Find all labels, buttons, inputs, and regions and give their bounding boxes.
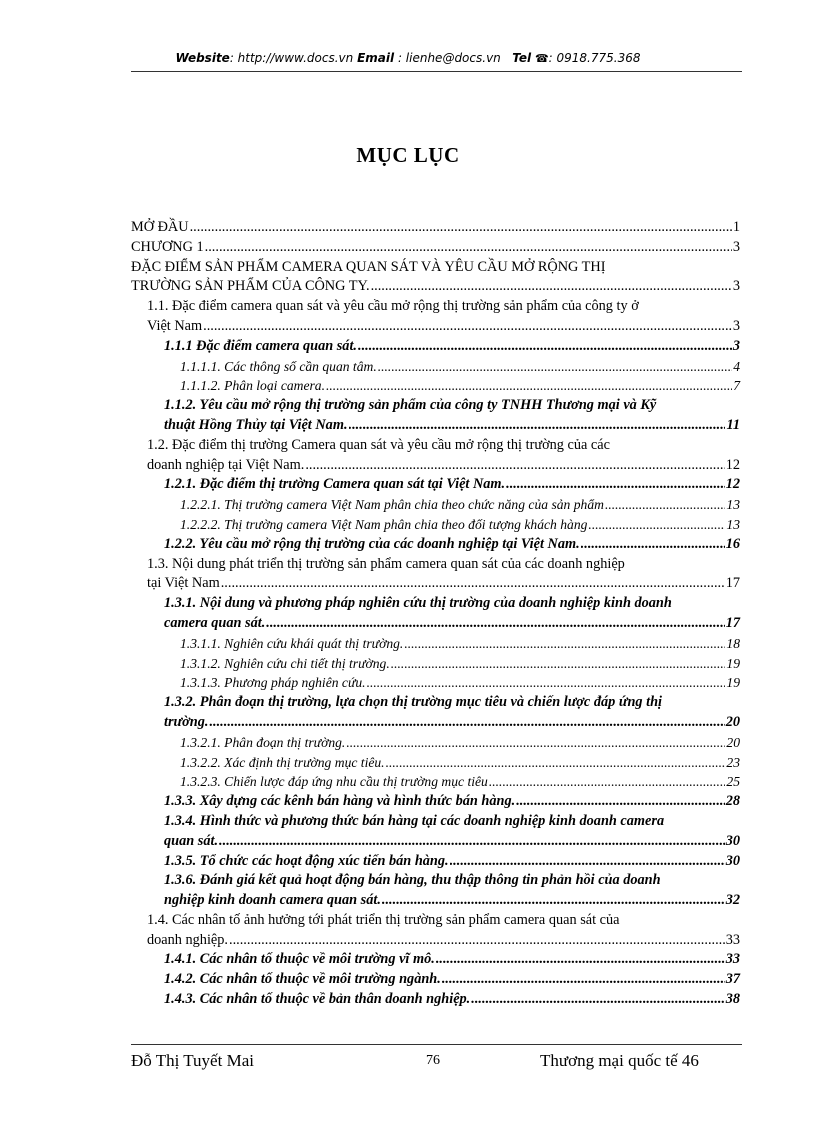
phone-icon: ☎: [534, 52, 549, 65]
toc-leader-dots: [489, 772, 726, 792]
toc-leader-dots: [471, 990, 724, 1010]
toc-entry-text: nghiệp kinh doanh camera quan sát.: [164, 892, 381, 909]
toc-entry[interactable]: [131, 337, 740, 357]
footer-class-name: Thương mại quốc tế 46: [540, 1051, 699, 1070]
toc-entry[interactable]: [131, 515, 740, 535]
toc-entry-text: 1.1.1 Đặc điểm camera quan sát.: [164, 337, 358, 354]
toc-entry-text-line1: 1.3.1. Nội dung và phương pháp nghiên cứu thị trường của doanh nghiệp kinh doanh: [164, 595, 672, 612]
toc-entry[interactable]: [131, 555, 740, 595]
toc-page-number: 17: [725, 614, 740, 631]
toc-page-number: 3: [732, 337, 740, 354]
toc-entry[interactable]: [131, 238, 740, 258]
toc-page-number: 20: [726, 734, 740, 750]
toc-entry-text: Việt Nam: [147, 317, 203, 334]
toc-page-number: 11: [726, 416, 740, 433]
website-url[interactable]: : http://www.docs.vn: [229, 51, 354, 65]
toc-entry-text: 1.1.1.1. Các thông số cần quan tâm.: [180, 358, 377, 374]
toc-entry-text: 1.3.1.3. Phương pháp nghiên cứu.: [180, 675, 366, 691]
toc-page-number: 13: [726, 497, 740, 513]
toc-entry[interactable]: [131, 654, 740, 674]
toc-entry[interactable]: [131, 673, 740, 693]
toc-leader-dots: [391, 654, 726, 674]
toc-page-number: 16: [725, 535, 740, 552]
tel-label: Tel: [512, 51, 532, 65]
toc-entry[interactable]: [131, 495, 740, 515]
toc-leader-dots: [346, 733, 725, 753]
toc-leader-dots: [358, 337, 732, 357]
toc-entry[interactable]: [131, 990, 740, 1010]
toc-entry[interactable]: [131, 357, 740, 377]
toc-entry-text-line1: ĐẶC ĐIỂM SẢN PHẨM CAMERA QUAN SÁT VÀ YÊU CẦU MỞ RỘNG THỊ: [131, 258, 606, 275]
toc-page-number: 30: [725, 852, 740, 869]
toc-entry[interactable]: [131, 535, 740, 555]
toc-page-number: 20: [725, 713, 740, 730]
toc-leader-dots: [371, 277, 732, 297]
toc-entry[interactable]: [131, 852, 740, 872]
footer-page-number: 76: [426, 1053, 440, 1068]
toc-entry-text: thuật Hồng Thủy tại Việt Nam.: [164, 416, 348, 433]
toc-entry-text-line1: 1.3.6. Đánh giá kết quả hoạt động bán hàng, thu thập thông tin phản hồi của doanh: [164, 872, 661, 889]
toc-entry[interactable]: [131, 812, 740, 852]
toc-entry-text-line1: 1.2. Đặc điểm thị trường Camera quan sát và yêu cầu mở rộng thị trường của các: [147, 436, 610, 453]
toc-entry-text: CHƯƠNG 1: [131, 238, 204, 255]
toc-entry[interactable]: [131, 436, 740, 476]
toc-entry-text-line1: 1.3.4. Hình thức và phương thức bán hàng tại các doanh nghiệp kinh doanh camera: [164, 812, 665, 829]
toc-leader-dots: [506, 475, 725, 495]
page-header: [0, 51, 816, 65]
footer-author: Đỗ Thị Tuyết Mai: [131, 1051, 254, 1070]
toc-leader-dots: [382, 891, 725, 911]
toc-entry-text: MỞ ĐẦU: [131, 219, 189, 235]
toc-entry-text: 1.2.2.2. Thị trường camera Việt Nam phân chia theo đối tượng khách hàng: [180, 516, 588, 532]
toc-leader-dots: [450, 852, 725, 872]
table-of-contents: [131, 218, 740, 1010]
toc-leader-dots: [349, 416, 726, 436]
toc-entry[interactable]: [131, 396, 740, 436]
toc-leader-dots: [404, 634, 725, 654]
toc-entry[interactable]: [131, 950, 740, 970]
website-label: Website: [175, 51, 230, 65]
toc-entry-text: 1.4.3. Các nhân tố thuộc về bản thân doanh nghiệp.: [164, 991, 471, 1008]
toc-page-number: 33: [725, 951, 740, 968]
toc-entry-text: 1.2.1. Đặc điểm thị trường Camera quan sát tại Việt Nam.: [164, 476, 506, 493]
header-divider: [131, 71, 742, 72]
toc-entry-text: 1.1.1.2. Phân loại camera.: [180, 378, 325, 394]
toc-leader-dots: [326, 376, 732, 396]
toc-entry[interactable]: [131, 376, 740, 396]
toc-page-number: 12: [725, 476, 740, 493]
toc-leader-dots: [581, 535, 725, 555]
toc-page-number: 4: [733, 358, 740, 374]
toc-page-number: 3: [732, 278, 740, 295]
toc-entry-text: doanh nghiệp.: [147, 931, 228, 948]
toc-leader-dots: [516, 792, 725, 812]
toc-page-number: 7: [733, 378, 740, 394]
toc-page-number: 18: [726, 635, 740, 651]
toc-entry-text: 1.3.2.1. Phân đoạn thị trường.: [180, 734, 346, 750]
toc-leader-dots: [203, 317, 732, 337]
toc-leader-dots: [378, 357, 732, 377]
toc-entry[interactable]: [131, 772, 740, 792]
toc-entry[interactable]: [131, 871, 740, 911]
toc-entry-text-line1: 1.1. Đặc điểm camera quan sát và yêu cầu mở rộng thị trường sản phẩm của công ty ở: [147, 298, 639, 315]
toc-page-number: 28: [725, 793, 740, 810]
toc-entry[interactable]: [131, 911, 740, 951]
toc-leader-dots: [205, 238, 732, 258]
toc-leader-dots: [367, 673, 726, 693]
toc-entry-text: camera quan sát.: [164, 614, 266, 631]
toc-entry-text: doanh nghiệp tại Việt Nam.: [147, 456, 305, 473]
toc-entry[interactable]: [131, 634, 740, 654]
toc-leader-dots: [190, 218, 732, 238]
toc-page-number: 12: [725, 456, 740, 473]
toc-entry[interactable]: [131, 258, 740, 298]
toc-entry[interactable]: [131, 970, 740, 990]
toc-entry-text-line1: 1.1.2. Yêu cầu mở rộng thị trường sản phẩm của công ty TNHH Thương mại và Kỹ: [164, 397, 657, 414]
toc-entry-text: 1.3.1.2. Nghiên cứu chi tiết thị trường.: [180, 655, 390, 671]
toc-leader-dots: [266, 614, 724, 634]
toc-entry-text: 1.2.2. Yêu cầu mở rộng thị trường của các doanh nghiệp tại Việt Nam.: [164, 535, 580, 552]
toc-page-number: 17: [725, 575, 740, 592]
toc-page-number: 32: [725, 892, 740, 909]
toc-page-number: 1: [732, 219, 740, 235]
toc-page-number: 37: [725, 971, 740, 988]
toc-leader-dots: [436, 950, 725, 970]
toc-entry-text: 1.3.2.3. Chiến lược đáp ứng nhu cầu thị trường mục tiêu: [180, 774, 488, 790]
toc-entry[interactable]: [131, 594, 740, 634]
toc-leader-dots: [605, 495, 725, 515]
toc-page-number: 19: [726, 675, 740, 691]
toc-entry-text: tại Việt Nam: [147, 575, 220, 592]
toc-entry-text: 1.4.1. Các nhân tố thuộc về môi trường vĩ mô.: [164, 951, 435, 968]
toc-entry[interactable]: [131, 733, 740, 753]
toc-entry[interactable]: [131, 792, 740, 812]
toc-page-number: 38: [725, 991, 740, 1008]
toc-entry-text: TRƯỜNG SẢN PHẨM CỦA CÔNG TY.: [131, 278, 370, 295]
toc-entry[interactable]: [131, 753, 740, 773]
toc-entry-text: 1.3.5. Tổ chức các hoạt động xúc tiến bán hàng.: [164, 852, 449, 869]
toc-page-number: 3: [732, 317, 740, 334]
toc-leader-dots: [588, 515, 725, 535]
page-title: MỤC LỤC: [356, 143, 460, 167]
toc-leader-dots: [442, 970, 725, 990]
email-address[interactable]: : lienhe@docs.vn: [394, 51, 501, 65]
toc-page-number: 19: [726, 655, 740, 671]
toc-entry-text: 1.3.1.1. Nghiên cứu khái quát thị trường.: [180, 635, 404, 651]
toc-entry-text: 1.4.2. Các nhân tố thuộc về môi trường ngành.: [164, 971, 441, 988]
footer-divider: [131, 1044, 742, 1045]
toc-entry-text-line1: 1.3.2. Phân đoạn thị trường, lựa chọn thị trường mục tiêu và chiến lược đáp ứng thị: [164, 694, 663, 711]
toc-entry-text: trường.: [164, 713, 209, 730]
toc-leader-dots: [219, 832, 725, 852]
toc-entry-text: 1.3.3. Xây dựng các kênh bán hàng và hình thức bán hàng.: [164, 793, 516, 810]
toc-entry-text-line1: 1.4. Các nhân tố ảnh hưởng tới phát triển thị trường sản phẩm camera quan sát của: [147, 911, 620, 928]
toc-page-number: 23: [726, 754, 740, 770]
toc-entry-text-line1: 1.3. Nội dung phát triển thị trường sản phẩm camera quan sát của các doanh nghiệp: [147, 555, 625, 572]
toc-page-number: 25: [726, 774, 740, 790]
toc-leader-dots: [229, 931, 725, 951]
email-label: Email: [357, 51, 395, 65]
toc-entry-text: 1.2.2.1. Thị trường camera Việt Nam phân chia theo chức năng của sản phẩm: [180, 497, 604, 513]
toc-leader-dots: [209, 713, 724, 733]
toc-entry[interactable]: [131, 693, 740, 733]
toc-page-number: 30: [725, 832, 740, 849]
toc-leader-dots: [305, 456, 724, 476]
toc-entry[interactable]: [131, 475, 740, 495]
toc-leader-dots: [386, 753, 726, 773]
toc-page-number: 3: [732, 238, 740, 255]
toc-entry[interactable]: [131, 297, 740, 337]
toc-page-number: 33: [725, 931, 740, 948]
toc-entry[interactable]: [131, 218, 740, 238]
toc-entry-text: quan sát.: [164, 832, 219, 849]
toc-entry-text: 1.3.2.2. Xác định thị trường mục tiêu.: [180, 754, 385, 770]
toc-page-number: 13: [726, 516, 740, 532]
toc-leader-dots: [221, 574, 725, 594]
tel-number: : 0918.775.368: [548, 51, 641, 65]
